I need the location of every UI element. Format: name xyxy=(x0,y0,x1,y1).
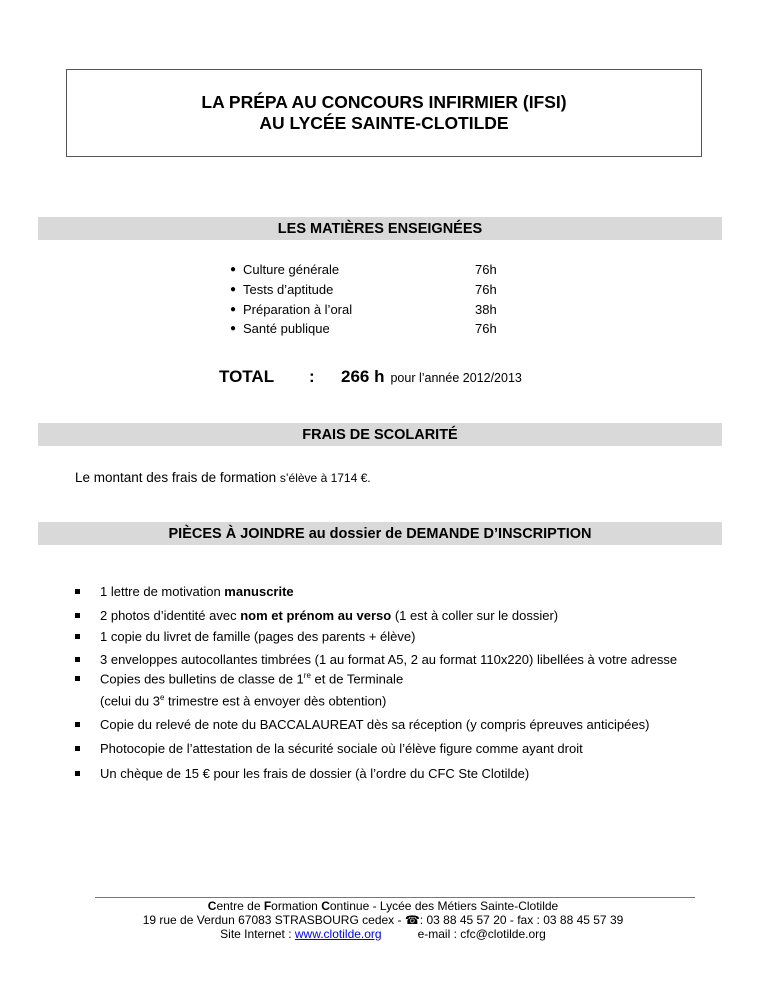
square-bullet-icon xyxy=(75,584,100,599)
section-documents-heading: PIÈCES À JOINDRE au dossier de DEMANDE D’INSCRIPTION xyxy=(38,522,722,545)
footer-divider xyxy=(95,897,695,898)
bullet-icon: ● xyxy=(230,322,237,334)
footer-address: 19 rue de Verdun 67083 STRASBOURG cedex - xyxy=(142,913,405,927)
item-text-bold: manuscrite xyxy=(224,584,294,599)
item-text: et de Terminale xyxy=(310,671,404,687)
item-superscript: re xyxy=(303,671,311,680)
title-line-2: AU LYCÉE SAINTE-CLOTILDE xyxy=(259,113,509,133)
footer-text: ormation xyxy=(271,899,322,913)
square-bullet-icon xyxy=(75,652,100,667)
footer-line-2 xyxy=(38,913,728,927)
telephone-icon: ☎ xyxy=(404,913,420,927)
bullet-icon: ● xyxy=(230,263,237,275)
total-value: 266 h xyxy=(341,367,385,386)
square-bullet-icon xyxy=(75,717,100,732)
fees-text xyxy=(75,470,371,485)
document-item xyxy=(75,741,755,756)
section-fees-heading: FRAIS DE SCOLARITÉ xyxy=(38,423,722,446)
total-year: pour l’année 2012/2013 xyxy=(390,371,522,385)
document-item xyxy=(75,652,755,667)
footer-initial: C xyxy=(321,899,330,913)
item-text: 2 photos d’identité avec xyxy=(100,608,241,623)
subject-hours: 38h xyxy=(475,301,497,317)
subject-name: Tests d’aptitude xyxy=(243,281,334,297)
document-item xyxy=(75,766,755,781)
item-text: 1 lettre de motivation xyxy=(100,584,225,599)
subject-hours: 76h xyxy=(475,261,497,277)
item-text: Copie du relevé de note du BACCALAUREAT dès sa réception (y compris épreuves anticipées) xyxy=(100,717,650,732)
subject-name: Préparation à l’oral xyxy=(243,301,353,317)
subject-hours: 76h xyxy=(475,281,497,297)
square-bullet-icon xyxy=(75,629,100,644)
square-bullet-icon xyxy=(75,741,100,756)
title-line-1: LA PRÉPA AU CONCOURS INFIRMIER (IFSI) xyxy=(201,92,567,112)
bullet-icon: ● xyxy=(230,283,237,295)
item-text: (1 est à coller sur le dossier) xyxy=(391,608,559,623)
footer-email: e-mail : cfc@clotilde.org xyxy=(417,927,546,941)
document-item xyxy=(75,671,755,686)
item-text: 3 enveloppes autocollantes timbrées (1 au format A5, 2 au format 110x220) libellées à votre adresse xyxy=(100,652,678,667)
subject-name: Culture générale xyxy=(243,261,340,277)
document-item xyxy=(75,584,755,599)
subject-item xyxy=(230,279,510,299)
item-text: (celui du 3 xyxy=(100,693,160,709)
item-text: trimestre est à envoyer dès obtention) xyxy=(164,693,387,709)
document-item xyxy=(75,629,755,644)
square-bullet-icon xyxy=(75,608,100,623)
total-label: TOTAL xyxy=(219,367,275,386)
fees-text-main: Le montant des frais de formation xyxy=(75,470,277,485)
footer-line-1 xyxy=(38,899,728,913)
item-text-bold: nom et prénom au verso xyxy=(240,608,392,623)
item-text: Photocopie de l’attestation de la sécurité sociale où l’élève figure comme ayant droit xyxy=(100,741,583,756)
item-superscript: e xyxy=(159,693,165,702)
subject-hours: 76h xyxy=(475,320,497,336)
square-bullet-icon xyxy=(75,766,100,781)
document-item-continuation xyxy=(100,693,386,708)
footer-text: ontinue - Lycée des Métiers Sainte-Clotilde xyxy=(329,899,559,913)
footer-phone-fax: : 03 88 45 57 20 - fax : 03 88 45 57 39 xyxy=(419,913,624,927)
document-item xyxy=(75,608,755,623)
subject-name: Santé publique xyxy=(243,320,330,336)
total-row xyxy=(219,367,619,391)
subject-item xyxy=(230,299,510,319)
item-text: Un chèque de 15 € pour les frais de dossier (à l’ordre du CFC Ste Clotilde) xyxy=(100,766,530,781)
total-colon: : xyxy=(309,367,315,386)
subject-item xyxy=(230,259,510,279)
item-text: 1 copie du livret de famille (pages des parents + élève) xyxy=(100,629,416,644)
square-bullet-icon xyxy=(75,671,100,686)
section-subjects-heading: LES MATIÈRES ENSEIGNÉES xyxy=(38,217,722,240)
bullet-icon: ● xyxy=(230,303,237,315)
footer-line-3 xyxy=(38,927,728,941)
item-text: Copies des bulletins de classe de 1 xyxy=(100,671,304,687)
footer-site-label: Site Internet : xyxy=(220,927,295,941)
footer-text: entre de xyxy=(216,899,264,913)
title-box xyxy=(66,69,702,157)
subject-item xyxy=(230,318,510,338)
document-item xyxy=(75,717,755,732)
footer-initial: F xyxy=(263,899,272,913)
fees-text-amount: s’élève à 1714 €. xyxy=(279,471,371,485)
website-link[interactable]: www.clotilde.org xyxy=(294,927,382,941)
footer-initial: C xyxy=(207,899,217,913)
